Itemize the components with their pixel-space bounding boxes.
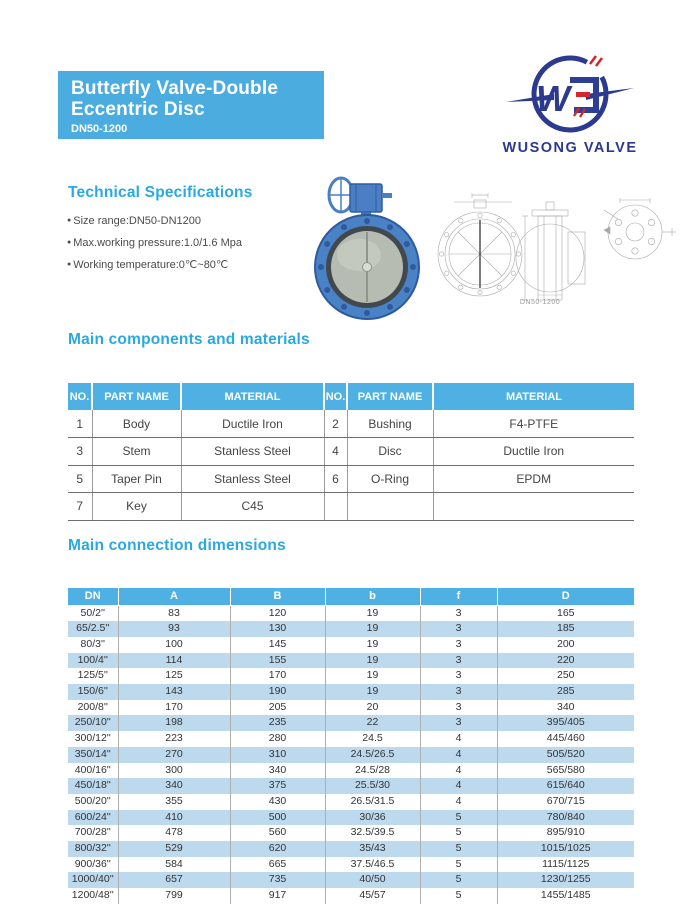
table-cell: 340 bbox=[118, 778, 230, 794]
table-cell: 205 bbox=[230, 700, 325, 716]
column-header: NO. bbox=[68, 383, 92, 410]
table-cell: 430 bbox=[230, 794, 325, 810]
table-cell: Key bbox=[92, 493, 181, 521]
table-cell: 200/8'' bbox=[68, 700, 118, 716]
table-cell: 120 bbox=[230, 605, 325, 621]
spec-list bbox=[67, 210, 242, 276]
table-cell: 780/840 bbox=[497, 810, 634, 826]
table-cell: 170 bbox=[230, 668, 325, 684]
table-cell: 799 bbox=[118, 888, 230, 904]
table-row bbox=[68, 841, 634, 857]
logo-mark-icon bbox=[504, 50, 636, 138]
table-row bbox=[68, 731, 634, 747]
table-cell: Stanless Steel bbox=[181, 438, 324, 466]
table-cell: 665 bbox=[230, 857, 325, 873]
table-cell: 65/2.5'' bbox=[68, 621, 118, 637]
table-cell: 30/36 bbox=[325, 810, 420, 826]
components-table bbox=[68, 383, 634, 521]
column-header: DN bbox=[68, 588, 118, 605]
table-row bbox=[68, 637, 634, 653]
table-cell: 4 bbox=[420, 763, 497, 779]
table-cell: Disc bbox=[347, 438, 433, 466]
table-cell: 505/520 bbox=[497, 747, 634, 763]
column-header: B bbox=[230, 588, 325, 605]
table-cell: 1 bbox=[68, 410, 92, 438]
dimensions-table-head bbox=[68, 588, 634, 605]
table-cell: 400/16'' bbox=[68, 763, 118, 779]
table-cell: 529 bbox=[118, 841, 230, 857]
table-cell: 1115/1125 bbox=[542, 857, 590, 870]
table-cell: C45 bbox=[181, 493, 324, 521]
table-cell: 4 bbox=[420, 731, 497, 747]
table-cell: 1200/48'' bbox=[68, 888, 118, 904]
table-cell: 37.5/46.5 bbox=[325, 857, 420, 873]
table-cell: 285 bbox=[497, 684, 634, 700]
table-cell: 83 bbox=[118, 605, 230, 621]
table-cell: 19 bbox=[325, 684, 420, 700]
table-cell: 24.5 bbox=[325, 731, 420, 747]
table-cell: 600/24'' bbox=[68, 810, 118, 826]
spec-item: ● Working temperature:0℃~80℃ bbox=[67, 254, 242, 276]
dimensions-table-body bbox=[68, 605, 634, 904]
table-cell: 917 bbox=[230, 888, 325, 904]
table-cell: Taper Pin bbox=[92, 465, 181, 493]
table-cell: 3 bbox=[420, 700, 497, 716]
table-cell: 900/36'' bbox=[68, 857, 118, 873]
table-cell: 340 bbox=[230, 763, 325, 779]
table-cell: 3 bbox=[420, 668, 497, 684]
table-row bbox=[68, 410, 634, 438]
table-row bbox=[68, 653, 634, 669]
table-cell: 45/57 bbox=[325, 888, 420, 904]
table-cell: Body bbox=[92, 410, 181, 438]
table-cell: 615/640 bbox=[497, 778, 634, 794]
table-cell: 40/50 bbox=[325, 872, 420, 888]
table-cell: 355 bbox=[118, 794, 230, 810]
dimensions-table bbox=[68, 588, 634, 904]
table-row bbox=[68, 825, 634, 841]
table-cell: 3 bbox=[420, 653, 497, 669]
logo-monogram-w: W bbox=[536, 78, 570, 119]
table-cell: 3 bbox=[420, 637, 497, 653]
table-cell: 26.5/31.5 bbox=[325, 794, 420, 810]
table-cell: 375 bbox=[230, 778, 325, 794]
table-cell: 125/5'' bbox=[68, 668, 118, 684]
table-cell: 350/14'' bbox=[68, 747, 118, 763]
drawing-caption: DN50-1200 bbox=[519, 299, 561, 306]
table-cell: 5 bbox=[420, 810, 497, 826]
table-cell: 4 bbox=[324, 438, 347, 466]
valve-photo bbox=[295, 175, 423, 321]
table-cell: 250/10'' bbox=[68, 715, 118, 731]
table-cell bbox=[433, 493, 634, 521]
table-cell: 800/32'' bbox=[68, 841, 118, 857]
table-cell: 4 bbox=[420, 778, 497, 794]
table-cell bbox=[324, 493, 347, 521]
table-row bbox=[68, 888, 634, 904]
product-title-banner bbox=[58, 71, 324, 139]
table-cell: 560 bbox=[230, 825, 325, 841]
technical-drawings bbox=[428, 192, 680, 302]
table-cell: 100/4'' bbox=[68, 653, 118, 669]
table-cell: 500 bbox=[230, 810, 325, 826]
table-cell: 22 bbox=[325, 715, 420, 731]
column-header: D bbox=[497, 588, 634, 605]
column-header: NO. bbox=[324, 383, 347, 410]
table-row bbox=[68, 668, 634, 684]
table-cell: 2 bbox=[324, 410, 347, 438]
table-cell: Bushing bbox=[347, 410, 433, 438]
table-cell: 50/2'' bbox=[68, 605, 118, 621]
table-cell: Ductile Iron bbox=[181, 410, 324, 438]
table-row bbox=[68, 621, 634, 637]
table-cell: 478 bbox=[118, 825, 230, 841]
table-cell: 3 bbox=[420, 715, 497, 731]
table-cell: 3 bbox=[420, 621, 497, 637]
table-cell: 32.5/39.5 bbox=[325, 825, 420, 841]
table-cell: 1455/1485 bbox=[540, 889, 591, 902]
table-row bbox=[68, 465, 634, 493]
table-cell: 300/12'' bbox=[68, 731, 118, 747]
table-cell: 5 bbox=[420, 841, 497, 857]
table-cell: 150/6'' bbox=[68, 684, 118, 700]
table-cell: 500/20'' bbox=[68, 794, 118, 810]
table-row bbox=[68, 747, 634, 763]
table-cell: 93 bbox=[118, 621, 230, 637]
product-title-line1: Butterfly Valve-Double bbox=[71, 78, 279, 99]
table-cell: Stanless Steel bbox=[181, 465, 324, 493]
table-cell: 6 bbox=[324, 465, 347, 493]
table-cell: 5 bbox=[68, 465, 92, 493]
table-cell: 735 bbox=[230, 872, 325, 888]
table-cell: 445/460 bbox=[546, 732, 585, 745]
components-header-row bbox=[68, 383, 634, 410]
section-heading-components: Main components and materials bbox=[68, 331, 310, 348]
components-table-body bbox=[68, 410, 634, 520]
table-cell: 700/28'' bbox=[68, 825, 118, 841]
table-cell: 130 bbox=[230, 621, 325, 637]
table-cell: 670/715 bbox=[546, 794, 585, 807]
table-cell: 565/580 bbox=[546, 763, 585, 776]
table-cell: 20 bbox=[325, 700, 420, 716]
column-header: b bbox=[325, 588, 420, 605]
table-cell: 19 bbox=[325, 668, 420, 684]
table-cell: 250 bbox=[556, 669, 575, 682]
spec-item: ● Max.working pressure:1.0/1.6 Mpa bbox=[67, 232, 242, 254]
table-cell: 220 bbox=[497, 653, 634, 669]
table-cell: 198 bbox=[118, 715, 230, 731]
table-cell: 280 bbox=[230, 731, 325, 747]
column-header: f bbox=[420, 588, 497, 605]
table-cell: 143 bbox=[118, 684, 230, 700]
components-table-head bbox=[68, 383, 634, 410]
table-cell: EPDM bbox=[433, 465, 634, 493]
table-cell: 19 bbox=[325, 637, 420, 653]
table-cell: 19 bbox=[325, 621, 420, 637]
table-cell: 1015/1025 bbox=[497, 841, 634, 857]
table-cell: 1000/40'' bbox=[68, 872, 118, 888]
table-cell: 410 bbox=[118, 810, 230, 826]
table-cell: 3 bbox=[420, 684, 497, 700]
table-cell: 450/18'' bbox=[68, 778, 118, 794]
column-header: MATERIAL bbox=[181, 383, 324, 410]
column-header: A bbox=[118, 588, 230, 605]
table-cell: 200 bbox=[556, 637, 575, 650]
table-cell: 190 bbox=[230, 684, 325, 700]
table-cell: 155 bbox=[230, 653, 325, 669]
table-cell: Stem bbox=[92, 438, 181, 466]
table-cell: 4 bbox=[420, 794, 497, 810]
table-cell: 3 bbox=[68, 438, 92, 466]
table-cell: 395/405 bbox=[497, 715, 634, 731]
table-cell: 223 bbox=[118, 731, 230, 747]
column-header: PART NAME bbox=[92, 383, 181, 410]
table-cell: 4 bbox=[420, 747, 497, 763]
table-cell: 7 bbox=[68, 493, 92, 521]
table-cell: 5 bbox=[420, 872, 497, 888]
table-cell: 25.5/30 bbox=[325, 778, 420, 794]
table-cell: 145 bbox=[230, 637, 325, 653]
table-cell: 185 bbox=[497, 621, 634, 637]
table-cell: 340 bbox=[556, 700, 575, 713]
column-header: PART NAME bbox=[347, 383, 433, 410]
table-cell: 5 bbox=[420, 857, 497, 873]
table-cell: 270 bbox=[118, 747, 230, 763]
spec-item: ● Size range:DN50-DN1200 bbox=[67, 210, 242, 232]
product-size-range: DN50-1200 bbox=[71, 123, 128, 135]
table-cell: 80/3'' bbox=[68, 637, 118, 653]
table-row bbox=[68, 493, 634, 521]
table-cell: 100 bbox=[118, 637, 230, 653]
table-cell: Ductile Iron bbox=[433, 438, 634, 466]
table-row bbox=[68, 872, 634, 888]
table-row bbox=[68, 857, 634, 873]
table-cell: 170 bbox=[118, 700, 230, 716]
table-cell: 300 bbox=[118, 763, 230, 779]
dimensions-header-row bbox=[68, 588, 634, 605]
table-cell: O-Ring bbox=[347, 465, 433, 493]
table-cell: 5 bbox=[420, 825, 497, 841]
table-row bbox=[68, 438, 634, 466]
table-cell: 235 bbox=[230, 715, 325, 731]
table-cell: 620 bbox=[230, 841, 325, 857]
table-row bbox=[68, 715, 634, 731]
table-cell: 1230/1255 bbox=[497, 872, 634, 888]
table-cell: F4-PTFE bbox=[433, 410, 634, 438]
table-cell: 19 bbox=[325, 653, 420, 669]
table-row bbox=[68, 810, 634, 826]
table-cell: 895/910 bbox=[546, 826, 585, 839]
product-title-line2: Eccentric Disc bbox=[71, 99, 205, 120]
table-cell: 5 bbox=[420, 888, 497, 904]
table-cell: 19 bbox=[325, 605, 420, 621]
table-cell: 125 bbox=[118, 668, 230, 684]
company-name: WUSONG VALVE bbox=[502, 140, 638, 156]
section-heading-dimensions: Main connection dimensions bbox=[68, 537, 286, 554]
section-heading-technical-specifications: Technical Specifications bbox=[68, 184, 253, 201]
table-cell: 114 bbox=[118, 653, 230, 669]
table-cell: 35/43 bbox=[325, 841, 420, 857]
table-cell: 3 bbox=[420, 605, 497, 621]
product-title bbox=[71, 78, 324, 120]
table-cell bbox=[347, 493, 433, 521]
table-cell: 310 bbox=[230, 747, 325, 763]
table-row bbox=[68, 794, 634, 810]
table-row bbox=[68, 778, 634, 794]
table-row bbox=[68, 700, 634, 716]
table-cell: 24.5/26.5 bbox=[325, 747, 420, 763]
table-cell: 584 bbox=[118, 857, 230, 873]
company-logo bbox=[500, 50, 640, 156]
column-header: MATERIAL bbox=[433, 383, 634, 410]
table-cell: 24.5/28 bbox=[325, 763, 420, 779]
table-row bbox=[68, 684, 634, 700]
table-row bbox=[68, 605, 634, 621]
table-cell: 657 bbox=[118, 872, 230, 888]
table-cell: 165 bbox=[556, 606, 575, 619]
table-row bbox=[68, 763, 634, 779]
